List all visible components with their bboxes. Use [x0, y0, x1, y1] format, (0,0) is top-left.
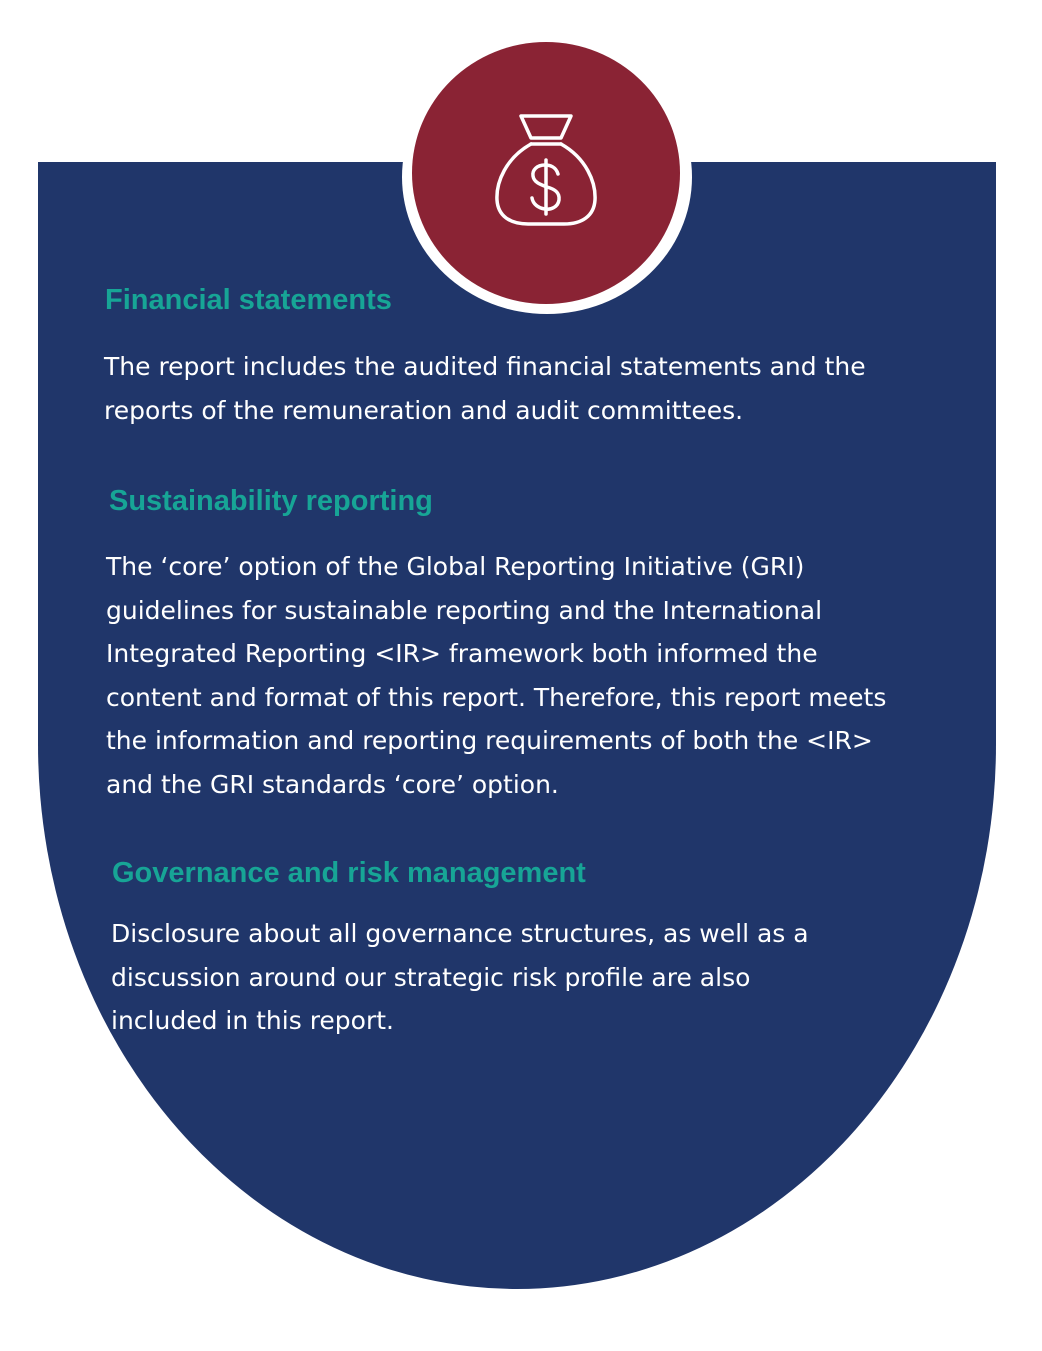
- body-line: the information and reporting requirements of both the <IR>: [106, 726, 873, 755]
- body-line: The ‘core’ option of the Global Reporting Initiative (GRI): [106, 552, 805, 581]
- section-heading-governance-risk: Governance and risk management: [112, 857, 586, 889]
- section-body-governance-risk: [111, 912, 809, 1043]
- body-line: guidelines for sustainable reporting and the International: [106, 595, 823, 625]
- section-body-financial-statements: [104, 345, 866, 432]
- body-line: included in this report.: [111, 1006, 394, 1035]
- icon-badge: [412, 42, 680, 304]
- section-heading-financial-statements: Financial statements: [105, 284, 392, 316]
- body-line: and the GRI standards ‘core’ option.: [106, 769, 559, 799]
- body-line: The report includes the audited financial statements and the: [104, 352, 866, 381]
- body-line: Disclosure about all governance structures, as well as a: [111, 919, 809, 948]
- body-line: content and format of this report. Therefore, this report meets: [106, 682, 887, 712]
- body-line: Integrated Reporting <IR> framework both informed the: [106, 639, 818, 668]
- body-line: reports of the remuneration and audit committees.: [104, 395, 744, 425]
- section-heading-sustainability-reporting: Sustainability reporting: [109, 485, 433, 517]
- money-bag-icon: [494, 112, 598, 230]
- body-line: discussion around our strategic risk profile are also: [111, 962, 751, 992]
- section-body-sustainability-reporting: [106, 545, 886, 806]
